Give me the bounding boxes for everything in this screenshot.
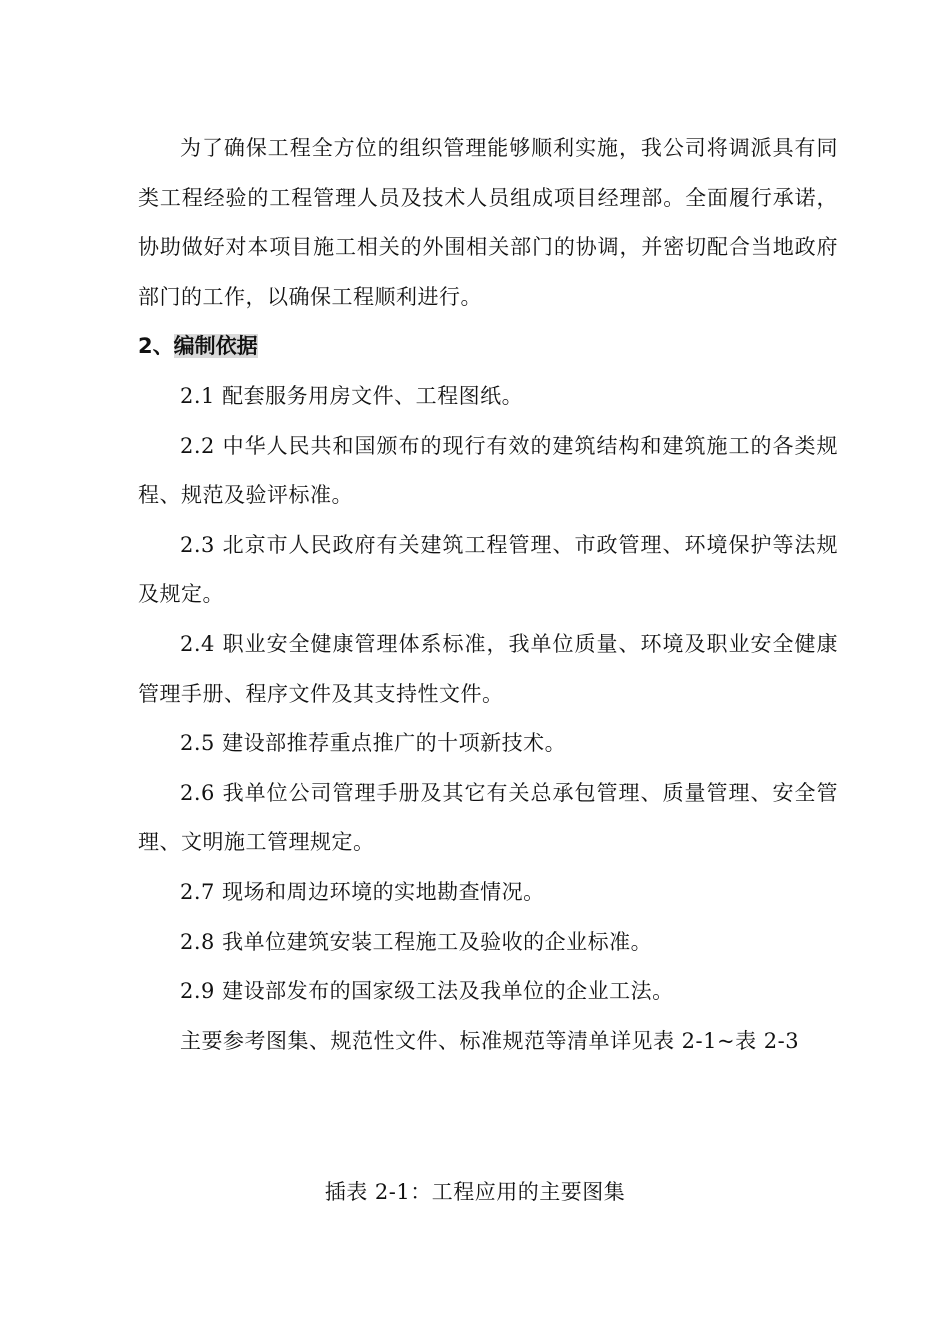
basis-item-2-9: 2.9 建设部发布的国家级工法及我单位的企业工法。 <box>180 979 674 1004</box>
section-heading <box>138 322 838 372</box>
basis-item-2-8: 2.8 我单位建筑安装工程施工及验收的企业标准。 <box>180 929 653 954</box>
basis-item-2-4: 2.4 职业安全健康管理体系标准，我单位质量、环境及职业安全健康管理手册、程序文件及其支持性文件。 <box>138 631 838 706</box>
section-number: 2、 <box>138 334 174 359</box>
basis-item-2-3: 2.3 北京市人民政府有关建筑工程管理、市政管理、环境保护等法规及规定。 <box>138 532 838 607</box>
document-body <box>138 124 838 1066</box>
section-title: 编制依据 <box>173 334 258 359</box>
basis-item-2-7: 2.7 现场和周边环境的实地勘查情况。 <box>180 879 545 904</box>
intro-paragraph: 为了确保工程全方位的组织管理能够顺利实施，我公司将调派具有同类工程经验的工程管理人员及技术人员组成项目经理部。全面履行承诺，协助做好对本项目施工相关的外围相关部门的协调，并密切配合当地政府部门的工作，以确保工程顺利进行。 <box>138 136 838 309</box>
basis-item-2-6: 2.6 我单位公司管理手册及其它有关总承包管理、质量管理、安全管理、文明施工管理规定。 <box>138 780 838 855</box>
basis-item-2-5: 2.5 建设部推荐重点推广的十项新技术。 <box>180 731 567 756</box>
basis-item-2-1: 2.1 配套服务用房文件、工程图纸。 <box>180 383 524 408</box>
table-caption: 插表 2-1：工程应用的主要图集 <box>324 1180 626 1204</box>
basis-item-2-2: 2.2 中华人民共和国颁布的现行有效的建筑结构和建筑施工的各类规程、规范及验评标准。 <box>138 433 838 508</box>
reference-note: 主要参考图集、规范性文件、标准规范等清单详见表 2-1~表 2-3 <box>180 1028 800 1053</box>
